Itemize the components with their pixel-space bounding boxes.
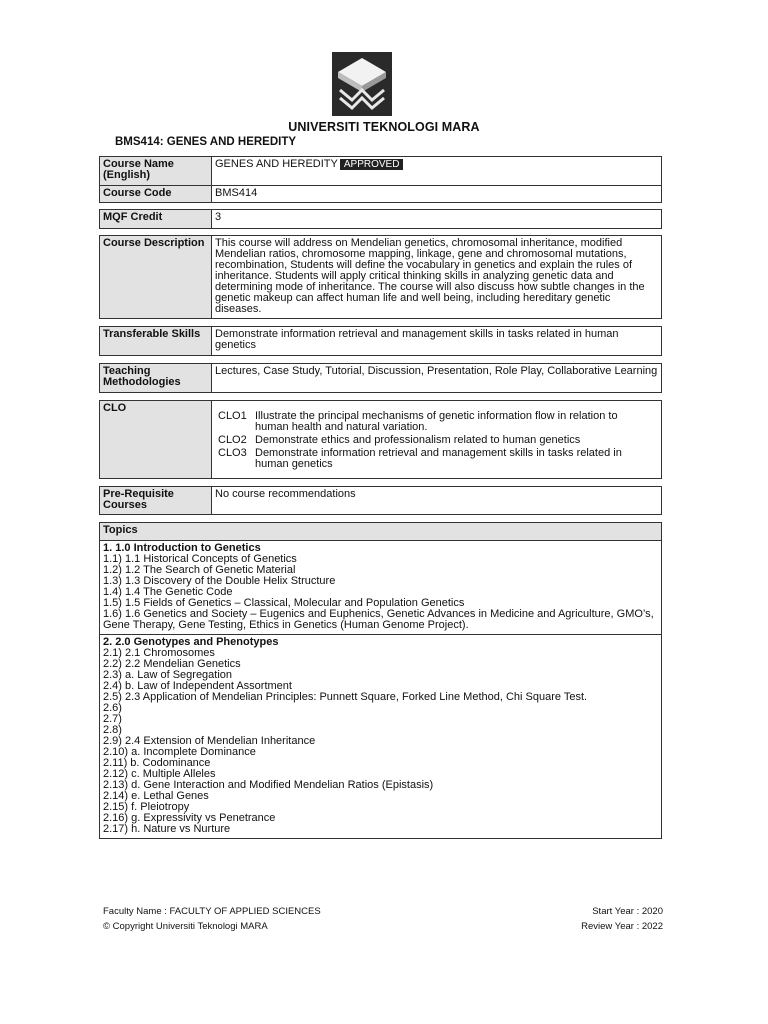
university-logo [330,52,394,118]
prerequisite-value: No course recommendations [215,488,356,500]
course-name-text: GENES AND HEREDITY [215,158,338,170]
topic-item: 2.16) g. Expressivity vs Penetrance [103,812,276,824]
topic-item: 1.3) 1.3 Discovery of the Double Helix Structure [103,575,336,587]
topic-item: 2.1) 2.1 Chromosomes [103,647,215,659]
clo-code: CLO3 [218,447,247,459]
clo-table [99,400,662,479]
course-code-value: BMS414 [215,187,258,199]
mqf-credit-label: MQF Credit [100,210,212,228]
faculty-name: Faculty Name : FACULTY OF APPLIED SCIENCES [103,906,321,917]
course-name-code-table [99,156,662,203]
clo-label: CLO [100,401,212,478]
topic-section [100,634,661,838]
topic-item: 2.4) b. Law of Independent Assortment [103,680,292,692]
clo-item [218,435,653,446]
topic-item: 2.14) e. Lethal Genes [103,790,209,802]
topic-item: 1.6) 1.6 Genetics and Society – Eugenics and Euphenics, Genetic Advances in Medicine and Agriculture, GMO’s, Gene Therapy, Gene Testing, Ethics in Genetics (Human Genome Project). [103,608,657,631]
prerequisite-label: Pre-Requisite Courses [100,487,212,514]
topic-item: 2.3) a. Law of Segregation [103,669,233,681]
topic-item: 2.10) a. Incomplete Dominance [103,746,256,758]
mqf-credit-table [99,209,662,229]
course-description-value: This course will address on Mendelian genetics, chromosomal inheritance, modified Mendelian ratios, chromosome mapping, linkage, gene and chromosomal mutations, recombination, Students will define the vocabulary in genetics and explain the rules of inheritance. Students will apply critical thinking skills in analyzing genetic data and determining mode of inheritance. The course will also discuss how subtle changes in the genetic makeup can affect human life and well being, including hereditary genetic diseases. [215,237,645,315]
clo-text: Demonstrate information retrieval and management skills in tasks related in human genetics [255,447,622,470]
course-description-table [99,235,662,319]
clo-code: CLO1 [218,410,247,422]
start-year: Start Year : 2020 [592,906,663,917]
university-name: UNIVERSITI TEKNOLOGI MARA [288,120,480,134]
topic-section [100,541,661,634]
teaching-methodologies-label: Teaching Methodologies [100,364,212,392]
status-badge: APPROVED [340,159,404,170]
review-year: Review Year : 2022 [581,921,663,932]
transferable-skills-label: Transferable Skills [100,327,212,355]
topic-item: 2.15) f. Pleiotropy [103,801,190,813]
topic-item: 2.5) 2.3 Application of Mendelian Principles: Punnett Square, Forked Line Method, Chi Square Test. [103,691,588,703]
subject-title: BMS414: GENES AND HEREDITY [115,136,297,148]
topic-item: 2.6) [103,702,122,714]
course-description-label: Course Description [100,236,212,318]
teaching-methodologies-table [99,363,662,393]
topic-item: 2.13) d. Gene Interaction and Modified Mendelian Ratios (Epistasis) [103,779,434,791]
topic-item: 2.8) [103,724,122,736]
transferable-skills-table [99,326,662,356]
topic-item: 2.11) b. Codominance [103,757,211,769]
clo-list [212,401,661,478]
clo-item [218,411,653,433]
topic-item: 2.9) 2.4 Extension of Mendelian Inheritance [103,735,316,747]
teaching-methodologies-value: Lectures, Case Study, Tutorial, Discussion, Presentation, Role Play, Collaborative Learning [215,365,658,377]
clo-item [218,448,653,470]
topic-item: 1.5) 1.5 Fields of Genetics – Classical, Molecular and Population Genetics [103,597,465,609]
prerequisite-table [99,486,662,515]
clo-text: Demonstrate ethics and professionalism related to human genetics [255,434,581,446]
topic-section-title: 1. 1.0 Introduction to Genetics [103,542,261,554]
topic-item: 1.4) 1.4 The Genetic Code [103,586,233,598]
mqf-credit-value: 3 [215,211,222,223]
topic-item: 2.17) h. Nature vs Nurture [103,823,231,835]
topic-item: 2.7) [103,713,122,725]
copyright: © Copyright Universiti Teknologi MARA [103,921,268,932]
course-name-value [212,157,661,185]
transferable-skills-value: Demonstrate information retrieval and management skills in tasks related in human genetics [215,328,619,351]
course-name-label: Course Name (English) [100,157,212,185]
topics-table [99,522,662,839]
topic-item: 1.2) 1.2 The Search of Genetic Material [103,564,296,576]
course-code-label: Course Code [100,186,212,202]
topic-section-title: 2. 2.0 Genotypes and Phenotypes [103,636,279,648]
topic-item: 2.2) 2.2 Mendelian Genetics [103,658,241,670]
topic-item: 1.1) 1.1 Historical Concepts of Genetics [103,553,297,565]
clo-code: CLO2 [218,434,247,446]
topics-header: Topics [100,523,661,541]
clo-text: Illustrate the principal mechanisms of genetic information flow in relation to human health and natural variation. [255,410,618,433]
topic-item: 2.12) c. Multiple Alleles [103,768,216,780]
